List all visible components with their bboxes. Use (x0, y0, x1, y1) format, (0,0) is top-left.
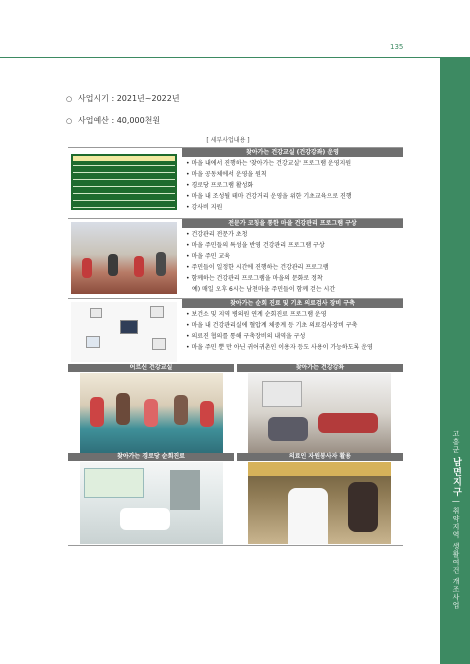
list-item: • 마을 주민 뿐 만 아닌 귀어귀촌인 이용자 등도 사용이 가능하도록 운영 (186, 342, 373, 353)
section-items (186, 229, 335, 295)
page-number: 135 (390, 43, 404, 51)
section-items (186, 158, 352, 213)
list-item: • 강사비 지원 (186, 202, 352, 213)
list-item: • 마을 내 건강관리실에 혈압계 체중계 등 기초 의료검사장비 구축 (186, 320, 373, 331)
header-rule (0, 57, 440, 58)
list-item: • 경로당 프로그램 활성화 (186, 180, 352, 191)
exercise-class-photo (68, 222, 180, 294)
photo-label: 의료인 자원봉사자 활용 (237, 453, 403, 461)
medical-equipment-image (68, 302, 180, 362)
photo-senior-center-clinic (80, 462, 223, 544)
list-item: • 마을 공동체에서 운영을 원칙 (186, 169, 352, 180)
table-bottom-rule (68, 545, 403, 546)
list-item: • 마을 내 조성될 테마 건강거리 운영을 위한 기초교육으로 진행 (186, 191, 352, 202)
bullet-text: 사업시기 : 2021년~2022년 (78, 94, 180, 103)
side-tab-prefix: 고흥군 (452, 430, 460, 454)
bullet-period (66, 93, 180, 104)
bullet-marker: ○ (66, 117, 73, 125)
bullet-marker: ○ (66, 95, 73, 103)
list-item: • 주민들이 일정한 시간에 진행하는 건강관리 프로그램 (186, 262, 335, 273)
table-caption: [ 세부사업내용 ] (206, 137, 250, 144)
side-tab-text (447, 430, 463, 610)
list-item: • 건강관리 전문가 초청 (186, 229, 335, 240)
photo-medical-volunteers (248, 462, 391, 544)
photo-label: 어르신 건강교실 (68, 364, 234, 372)
side-tab-title: 남면지구 (451, 457, 461, 498)
section-title: 전문가 코칭을 통한 마을 건강관리 프로그램 구상 (182, 219, 403, 228)
photo-elderly-health-class (80, 373, 223, 453)
side-tab-suffix: | 취약지역 생활여건 개조사업 (452, 500, 460, 610)
list-item: • 마을 주민들의 특성을 반영 건강관리 프로그램 구상 (186, 240, 335, 251)
bullet-budget (66, 115, 160, 126)
list-note: 예) 매일 오후 6시는 남천마을 주민들이 함께 걷는 시간 (192, 286, 336, 293)
bullet-text: 사업예산 : 40,000천원 (78, 116, 161, 125)
list-item: • 마을 주민 교육 (186, 251, 335, 262)
list-item: • 마을 내에서 진행하는 '찾아가는 건강교실' 프로그램 운영지원 (186, 158, 352, 169)
schedule-table-image (68, 148, 180, 219)
section-row (68, 147, 403, 218)
section-row (68, 218, 403, 298)
list-item: • 의료진 협의를 통해 구축장비의 내역을 구성 (186, 331, 373, 342)
section-title: 찾아가는 건강교실 (건강강좌) 운영 (182, 148, 403, 157)
section-row (68, 298, 403, 364)
photo-health-lecture (248, 373, 391, 453)
list-item: • 함께하는 건강관리 프로그램을 마을의 문화로 정착 (186, 273, 335, 284)
list-item: • 보건소 및 지역 병의원 연계 순회진료 프로그램 운영 (186, 309, 373, 320)
section-items (186, 309, 373, 353)
photo-label: 찾아가는 건강강좌 (237, 364, 403, 372)
section-title: 찾아가는 순회 진료 및 기초 의료검사 장비 구축 (182, 299, 403, 308)
photo-label: 찾아가는 경로당 순회진료 (68, 453, 234, 461)
